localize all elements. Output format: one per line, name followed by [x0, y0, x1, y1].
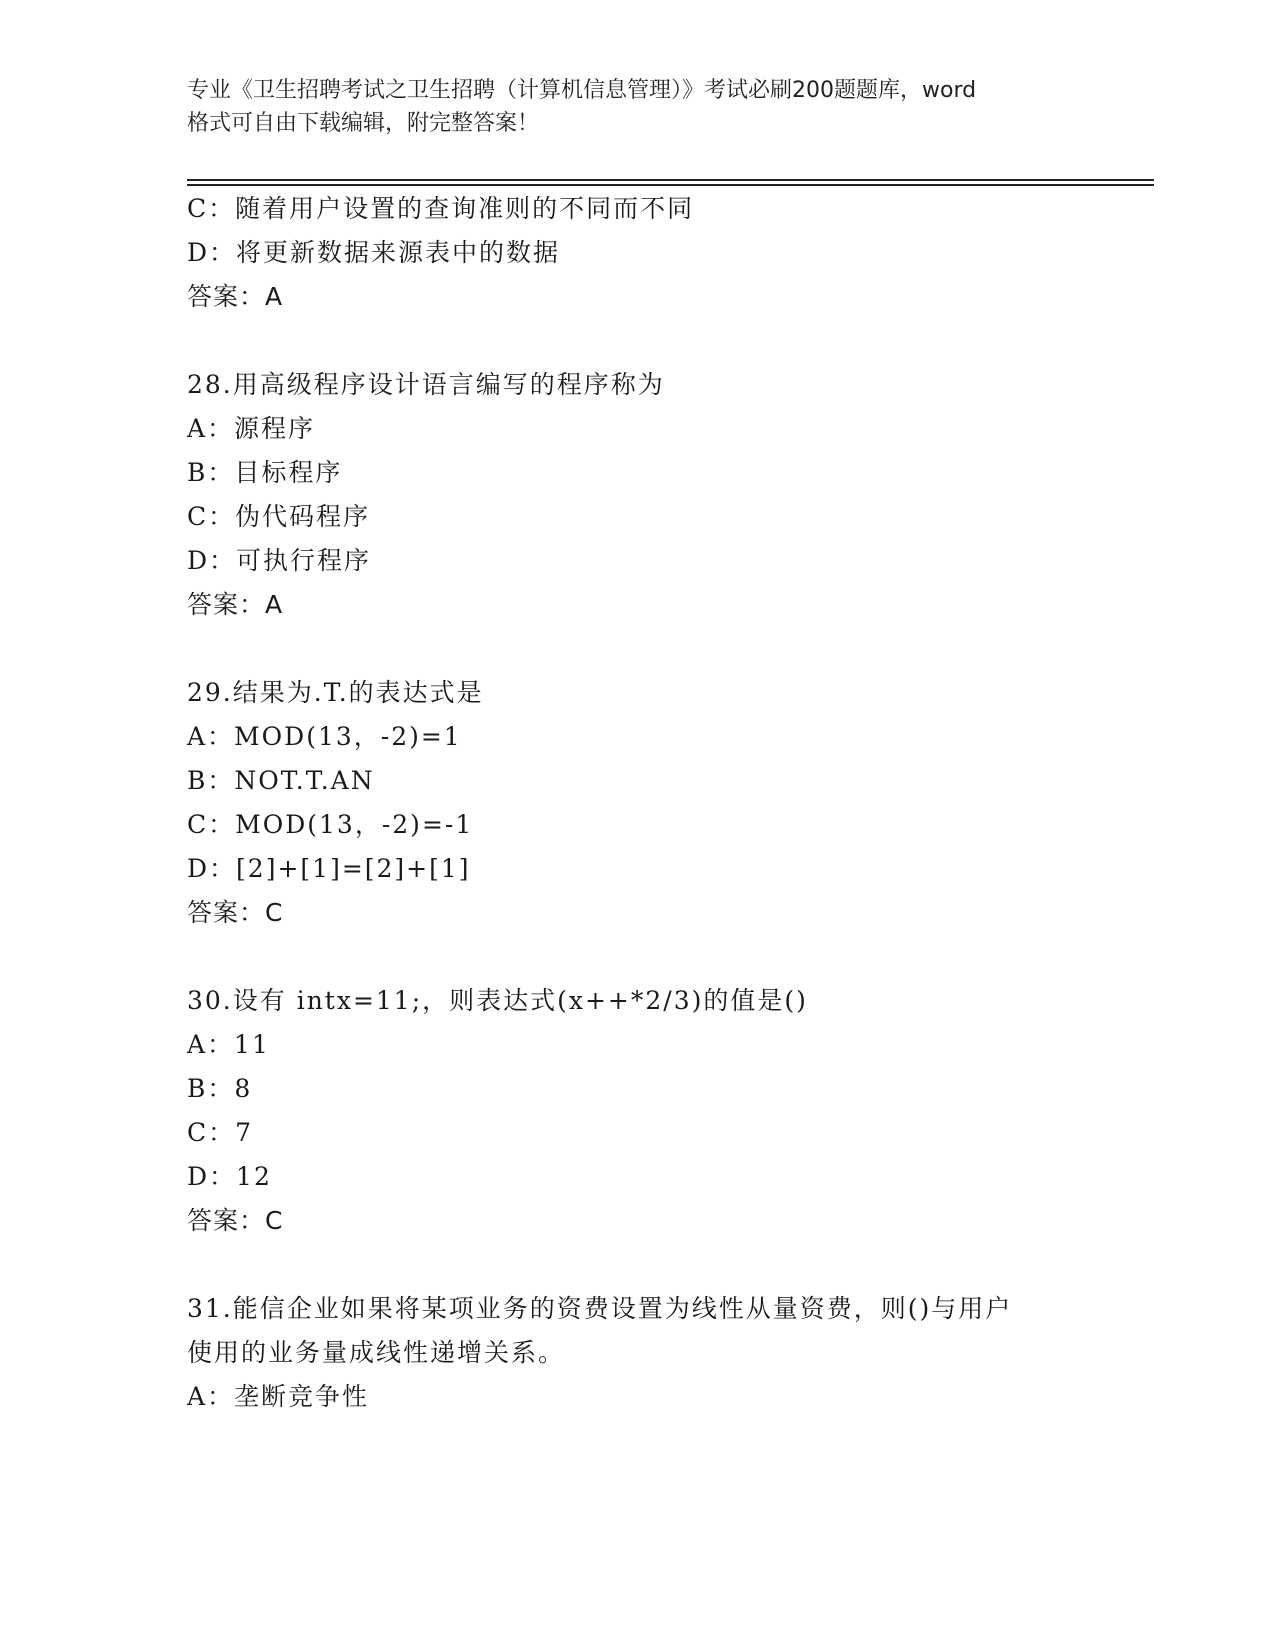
question-30-answer: 答案：C — [187, 1206, 284, 1235]
document-header — [187, 74, 1087, 140]
question-31-stem-line-2: 使用的业务量成线性递增关系。 — [187, 1338, 566, 1367]
question-28-stem: 28.用高级程序设计语言编写的程序称为 — [187, 370, 665, 399]
question-30-option-d: D：12 — [187, 1162, 272, 1191]
question-29-stem: 29.结果为.T.的表达式是 — [187, 678, 484, 707]
question-29-option-c: C：MOD(13，-2)=-1 — [187, 810, 474, 839]
question-28-option-a: A：源程序 — [187, 414, 316, 443]
header-title-line-1: 专业《卫生招聘考试之卫生招聘（计算机信息管理）》考试必刷200题题库，word — [187, 78, 977, 103]
question-28-option-d: D：可执行程序 — [187, 546, 372, 575]
header-divider-bottom — [187, 184, 1154, 186]
question-28-answer: 答案：A — [187, 590, 284, 619]
question-29-option-d: D：[2]+[1]=[2]+[1] — [187, 854, 471, 883]
question-30-option-a: A：11 — [187, 1030, 270, 1059]
question-30-option-c: C：7 — [187, 1118, 254, 1147]
question-29-option-b: B：NOT.T.AN — [187, 766, 375, 795]
question-29-answer: 答案：C — [187, 898, 284, 927]
question-29-option-a: A：MOD(13，-2)=1 — [187, 722, 462, 751]
prev-answer: 答案：A — [187, 282, 284, 311]
prev-option-c: C：随着用户设置的查询准则的不同而不同 — [187, 194, 695, 223]
prev-option-d: D：将更新数据来源表中的数据 — [187, 238, 561, 267]
question-30-option-b: B：8 — [187, 1074, 253, 1103]
header-title-line-2: 格式可自由下载编辑，附完整答案！ — [187, 111, 540, 136]
question-28-option-c: C：伪代码程序 — [187, 502, 371, 531]
question-31-stem-line-1: 31.能信企业如果将某项业务的资费设置为线性从量资费，则()与用户 — [187, 1294, 1013, 1323]
question-31-option-a: A：垄断竞争性 — [187, 1382, 370, 1411]
question-28-option-b: B：目标程序 — [187, 458, 343, 487]
header-divider-top — [187, 179, 1154, 181]
question-30-stem: 30.设有 intx=11;，则表达式(x++*2/3)的值是() — [187, 986, 808, 1015]
